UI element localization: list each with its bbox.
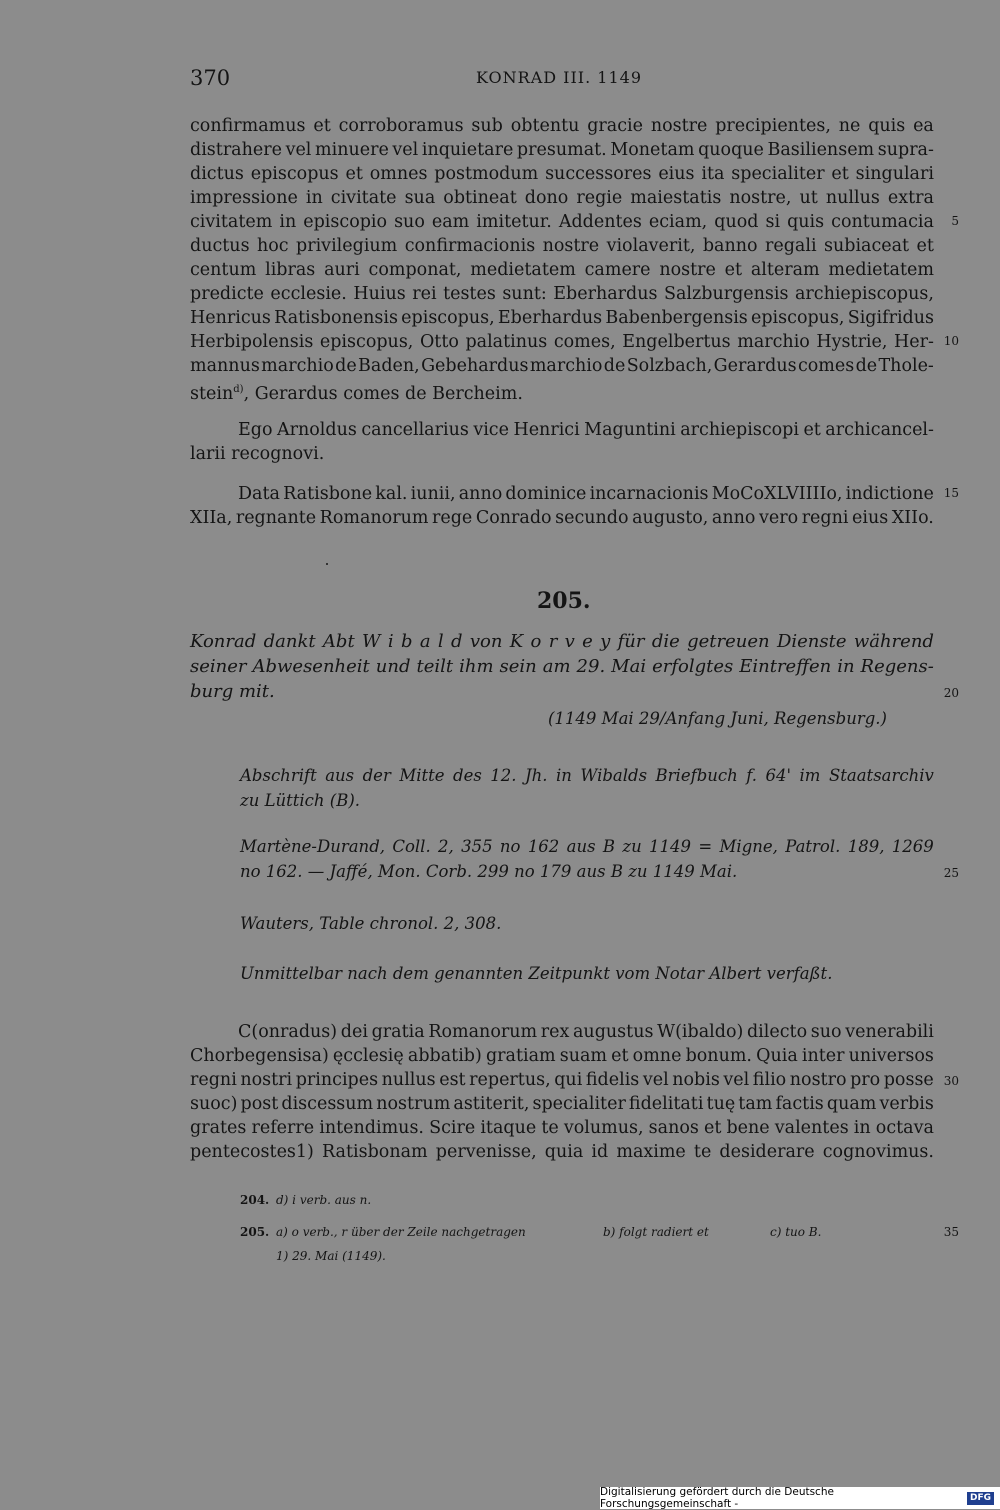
footnote-label: 205. (240, 1225, 270, 1239)
text-line: predicte ecclesie. Huius rei testes sunt: Eberhardus Salzburgensis archiepiscopus, (190, 284, 934, 304)
document-number: 205. (537, 588, 591, 614)
charter-text-line: Chorbegensisa) ęcclesię abbatib) gratiam suam et omne bonum. Quia inter universos (190, 1046, 934, 1066)
footnote-text: b) folgt radiert et (603, 1225, 709, 1239)
text-line: dictus episcopus et omnes postmodum successores eius ita specialiter et singulari (190, 164, 934, 184)
text-line: confirmamus et corroboramus sub obtentu gracie nostre precipientes, ne quis ea (190, 116, 934, 136)
editions-line: Martène-Durand, Coll. 2, 355 no 162 aus B zu 1149 = Migne, Patrol. 189, 1269 (240, 837, 934, 856)
line-number: 25 (943, 866, 959, 880)
charter-text-line: suoc) post discessum nostrum astiterit, specialiter fidelitati tuę tam factis quam verbis (190, 1094, 934, 1114)
text-line: stein$^{d)}$, Gerardus comes de Bercheim. (190, 383, 523, 404)
regest-line: Konrad dankt Abt W i b a l d von K o r v e y für die getreuen Dienste während (190, 631, 934, 652)
digitization-credit (600, 1487, 1000, 1509)
text-line: Henricus Ratisbonensis episcopus, Eberhardus Babenbergensis episcopus, Sigifridus (190, 308, 934, 328)
footnote-text: a) o verb., r über der Zeile nachgetragen (276, 1225, 526, 1239)
charter-text-line: regni nostri principes nullus est repertus, qui fidelis vel nobis vel filio nostro pro posse (190, 1070, 934, 1090)
line-number: 30 (943, 1074, 959, 1088)
recognition-line: larii recognovi. (190, 444, 325, 464)
text-line: impressione in civitate sua obtineat dono regie maiestatis nostre, ut nullus extra (190, 188, 934, 208)
line-number: 5 (951, 214, 959, 228)
charter-text-line: grates referre intendimus. Scire itaque te volumus, sanos et bene valentes in octava (190, 1118, 934, 1138)
footnote-text: d) i verb. aus n. (276, 1193, 372, 1207)
tradition-line: zu Lüttich (B). (240, 791, 361, 810)
footnote-text: 1) 29. Mai (1149). (276, 1249, 386, 1263)
running-title: KONRAD III. 1149 (476, 68, 643, 87)
editions-line: no 162. — Jaffé, Mon. Corb. 299 no 179 aus B zu 1149 Mai. (240, 862, 738, 881)
recognition-line: Ego Arnoldus cancellarius vice Henrici Maguntini archiepiscopi et archicancel- (238, 420, 934, 440)
text-line: centum libras auri componat, medietatem camere nostre et alteram medietatem (190, 260, 934, 280)
line-number: 15 (943, 486, 959, 500)
line-number: 20 (943, 686, 959, 700)
footnote-label: 204. (240, 1193, 270, 1207)
datum-line: Data Ratisbone kal. iunii, anno dominice incarnacionis MoCoXLVIIIIo, indictione (238, 484, 934, 504)
text-line: ductus hoc privilegium confirmacionis nostre violaverit, banno regali subiaceat et (190, 236, 934, 256)
regest-line: burg mit. (190, 681, 275, 702)
charter-text-line: C(onradus) dei gratia Romanorum rex augustus W(ibaldo) dilecto suo venerabili (238, 1022, 934, 1042)
credit-text: Digitalisierung gefördert durch die Deutsche Forschungsgemeinschaft - (600, 1486, 834, 1510)
text-line: distrahere vel minuere vel inquietare presumat. Monetam quoque Basiliensem supra- (190, 140, 934, 160)
text-line: civitatem in episcopio suo eam imitetur. Addentes eciam, quod si quis contumacia (190, 212, 934, 232)
datum-line: XIIa, regnante Romanorum rege Conrado secundo augusto, anno vero regni eius XIIo. (190, 508, 934, 528)
regest-line: seiner Abwesenheit und teilt ihm sein am 29. Mai erfolgtes Eintreffen in Regens- (190, 656, 934, 677)
tradition-line: Abschrift aus der Mitte des 12. Jh. in Wibalds Briefbuch f. 64' im Staatsarchiv (240, 766, 934, 785)
text-line: mannus marchio de Baden, Gebehardus marchio de Solzbach, Gerardus comes de Thole- (190, 356, 934, 376)
regesta-line: Wauters, Table chronol. 2, 308. (240, 914, 502, 933)
dfg-logo: DFG (967, 1492, 994, 1505)
date-place: (1149 Mai 29/Anfang Juni, Regensburg.) (548, 709, 887, 728)
dictation-line: Unmittelbar nach dem genannten Zeitpunkt vom Notar Albert verfaßt. (240, 964, 833, 983)
footnote-text: c) tuo B. (770, 1225, 822, 1239)
line-number: 10 (943, 334, 959, 348)
text-line: Herbipolensis episcopus, Otto palatinus comes, Engelbertus marchio Hystrie, Her- (190, 332, 934, 352)
ink-dot (326, 563, 328, 565)
charter-text-line: pentecostes1) Ratisbonam pervenisse, quia id maxime te desiderare cognovimus. (190, 1142, 934, 1162)
page-number: 370 (190, 66, 231, 90)
line-number: 35 (943, 1225, 959, 1239)
